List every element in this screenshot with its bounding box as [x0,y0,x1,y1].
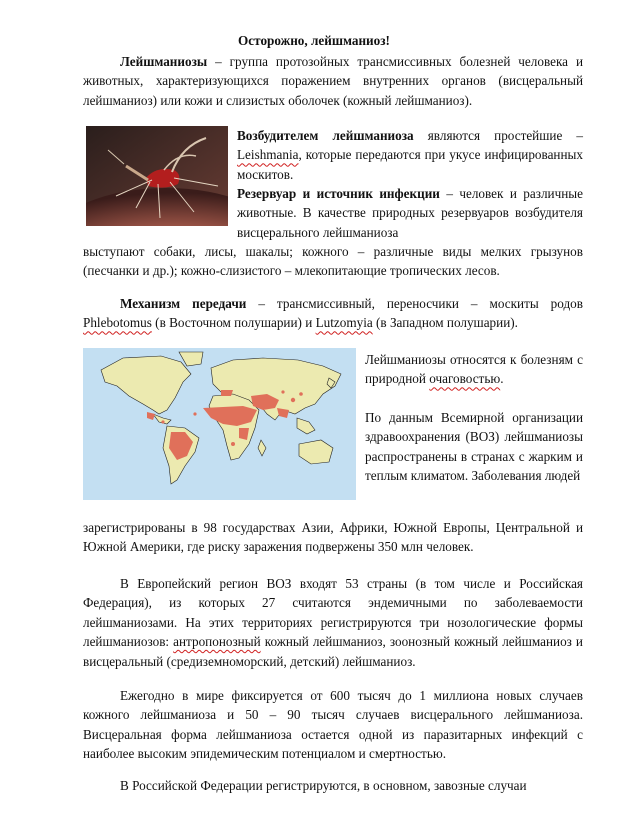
paragraph-definition [83,52,583,110]
transmission-text-b: (в Восточном полушарии) и [151,315,316,331]
paragraph-russia: В Российской Федерации регистрируются, в основном, завозные случаи [120,778,527,793]
genus-lutzomyia: Lutzomyia [315,315,373,331]
transmission-text-c: (в Западном полушарии). [372,315,518,331]
paragraph-who-bottom: зарегистрированы в 98 государствах Азии, Африки, Южной Европы, Центральной и Южной Америки, где риску заражения подвержены 350 млн человек. [83,520,583,555]
term-pathogen: Возбудителем лейшманиоза [237,128,414,143]
focality-text-a: Лейшманиозы относятся к болезням с природной [365,352,583,387]
european-text-a: В Европейский регион ВОЗ входят 53 страны (в том числе и Российская Федерация), из которых 27 считаются эндемичными по заболеваемости лейшманиозами. На этих территориях регистрируются три нозологические формы лейшманиозов: [83,576,583,650]
paragraph-transmission [83,294,583,333]
transmission-text-a: – трансмиссивный, переносчики – москиты родов [246,296,584,311]
mosquito-image [86,126,228,226]
genus-leishmania: Leishmania [237,147,299,163]
world-map [83,348,356,500]
definition-text: – группа протозойных трансмиссивных болезней человека и животных, характеризующихся поражением внутренних органов (висцеральный лейшманиоз) или кожи и слизистых оболочек (кожный лейшманиоз). [83,54,583,108]
pathogen-text-a: являются простейшие – [413,128,584,143]
leishmaniasis-distribution-map [83,348,356,500]
mosquito-photo [86,126,228,226]
european-text-b: кожный лейшманиоз, зоонозный кожный лейшманиоз и висцеральный (средиземноморский, детский) лейшманиоз. [83,634,583,669]
paragraph-reservoir-bottom: выступают собаки, лисы, шакалы; кожного – различные виды мелких грызунов (песчанки и др.); кожно-слизистого – млекопитающие тропических лесов. [83,244,583,279]
page-title: Осторожно, лейшманиоз! [238,33,390,48]
genus-phlebotomus: Phlebotomus [83,315,152,331]
pathogen-text-b: , которые передаются при укусе инфицированных москитов. [237,147,583,182]
term-transmission: Механизм передачи [120,296,247,311]
anthroponotic-underlined: антропонозный [173,634,261,650]
paragraph-pathogen [237,126,583,184]
paragraph-european-region [83,574,583,671]
paragraph-who-top: По данным Всемирной организации здравоохранения (ВОЗ) лейшманиозы распространены в странах с жарким и теплым климатом. Заболевания людей [365,410,583,484]
term-leishmaniasis: Лейшманиозы [120,54,208,69]
endemic-region-mediterranean [221,390,233,396]
focality-underlined: очаговостью [429,371,501,387]
focality-text-b: . [500,371,504,387]
reservoir-text-top: – человек и различные животные. В качестве природных резервуаров возбудителя висцерального лейшманиоза [237,186,583,240]
paragraph-reservoir-top [237,184,583,242]
paragraph-natural-focality [365,350,583,389]
paragraph-annual-cases: Ежегодно в мире фиксируется от 600 тысяч до 1 миллиона новых случаев кожного лейшманиоза и 50 – 90 тысяч случаев висцерального лейшманиоза. Висцеральная форма лейшманиоза остается одной из паразитарных инфекций с наиболее высоким эпидемическим потенциалом и смертностью. [83,688,583,762]
term-reservoir: Резервуар и источник инфекции [237,186,440,201]
